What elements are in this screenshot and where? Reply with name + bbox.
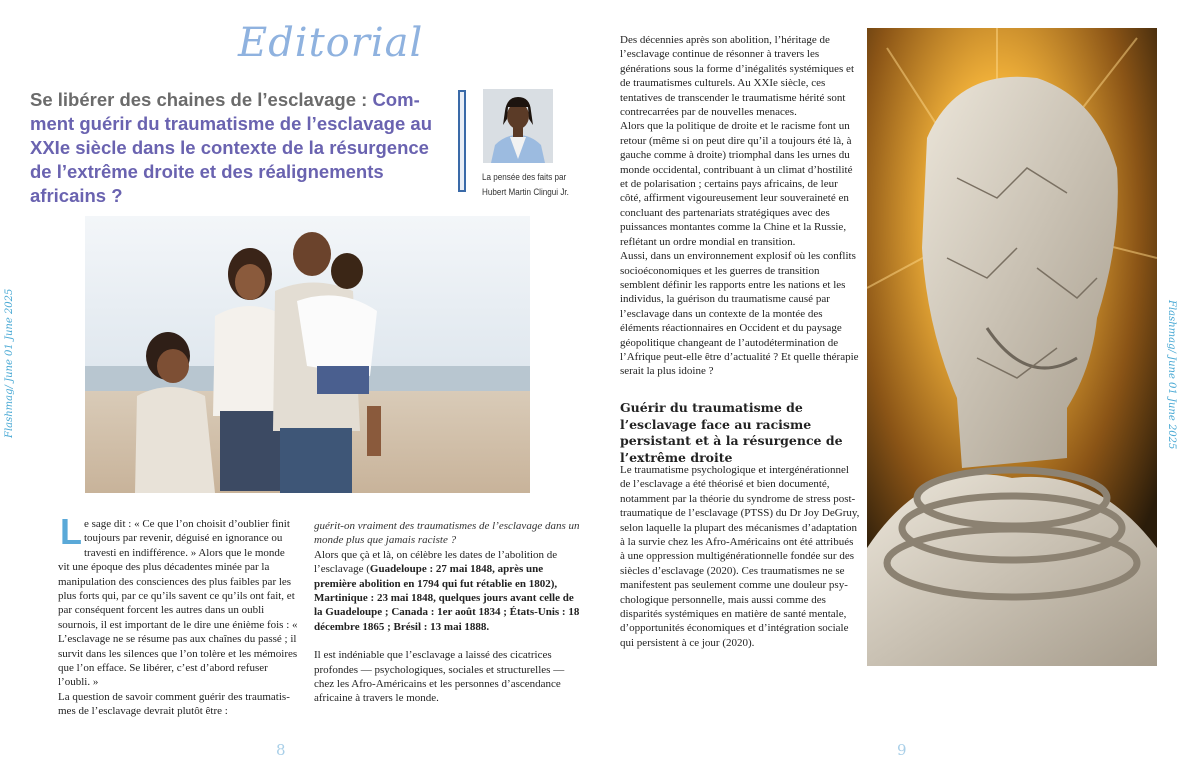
- chained-statue-image: [867, 28, 1157, 666]
- opening-paragraph: Le sage dit : « Ce que l’on choisit d’oublier finit toujours par revenir, déguisé en ignorance ou travesti en indifférence. » Alors que le monde vit une époque des plus décadentes minée par la manipulation des consciences des plus faibles par les plus forts qui, par ce qu’ils savent ce qu’ils ont fait, et par conséquent forcent les autres dans un oubli sournois, il est important de le dire une énième fois : « L’esclavage ne se résume pas aux chaînes du passé ; il survit dans les silences que l’on tolère et les mémoires que l’on efface. Se libérer, c’est d’abord refuser l’oubli. »: [58, 511, 298, 689]
- headline-accent: Comment guérir du traumatisme de l’esclavage au XXIe siècle dans le contexte de la résurgence de l’extrême droite et des réalignements africains ?: [30, 89, 433, 206]
- column-2: [314, 519, 580, 706]
- author-caption: La pensée des faits par Hubert Martin Clingui Jr.: [482, 172, 569, 197]
- author-photo: [483, 89, 553, 163]
- drop-cap: L: [60, 511, 82, 552]
- scars-paragraph: Il est indéniable que l’esclavage a laissé des cicatrices profondes — psychologiques, sociales et structurelles — chez les Afro-Américains et les personnes d’ascendance africaine à travers le monde.: [314, 649, 565, 705]
- heritage-paragraph: Des décennies après son abolition, l’héritage de l’esclavage continue de résonner à travers les générations sous la forme d’inégalités systémiques et de traumatismes culturels. Au XXIe siècle, ces tentatives de transcender le traumatisme hérité sont contrecarrées par de nouvelles menaces.: [620, 34, 854, 119]
- headline-lead: Se libérer des chaines de l’esclavage :: [30, 89, 373, 110]
- page-number-left: 8: [276, 741, 286, 759]
- question-paragraph: La question de savoir comment guérir des traumatismes de l’esclavage devrait plutôt être :: [58, 690, 290, 718]
- politics-paragraph: Alors que la politique de droite et le racisme font un retour (même si on peut dire qu’il a toujours été là, à gauche comme à droite) triomphal dans les urnes du monde occidental, contribuant à un climat d’hostilité et de polarisation ; certains pays africains, de leur côté, affirment vigoureusement leur souveraineté en concluant des partenariats stratégiques avec des puissances montantes comme la Chine et la Russie, reflétant un ordre mondial en transition.: [620, 120, 853, 248]
- healing-question-paragraph: Aussi, dans un environnement explosif où les conflits socioéconomiques et les guerres de transition semblent définir les rapports entre les nations et les individus, la guérison du traumatisme causé par l’esclavage dans un contexte de la montée des éléments réactionnaires en Occident et du paysage géopolitique changeant de l’autodétermination de l’Afrique peut-elle être d’actualité ? Et quelle thérapie serait la plus idoine ?: [620, 250, 859, 378]
- family-beach-photo: [85, 216, 530, 493]
- editorial-title: Editorial: [238, 20, 424, 66]
- side-caption-right: Flashmag/ June 01 June 2025: [1166, 300, 1177, 450]
- column-1: [58, 511, 298, 719]
- column-4: [620, 463, 860, 650]
- abolition-dates-paragraph: Alors que çà et là, on célèbre les dates de l’abolition de l’esclavage (Guadeloupe : 27 mai 1848, après une première abolition en 1794 qui fut rétablie en 1802), Martinique : 23 mai 1848, quelques jours avant celle de la Guadeloupe ; Canada : 1er août 1834 ; États-Unis : 18 décembre 1865 ; Brésil : 13 mai 1888.: [314, 548, 580, 633]
- column-3: [620, 33, 860, 379]
- ptss-paragraph: Le traumatisme psychologique et intergénérationnel de l’esclavage a été théorisé et bien documenté, notamment par la théorie du syndrome de stress post-traumatique de l’esclavage (PTSS) du Dr Joy DeGruy, selon laquelle la plupart des mécanismes d’adaptation à la survie chez les Afro-Américains ont été attribués à une oppression multigénérationnelle fondée sur des siècles d’esclavage (2020). Ces traumatismes ne se manifestent pas seulement comme une douleur psychologique personnelle, mais aussi comme des disparités systémiques en matière de santé mentale, d’opportunités économiques et d’intégration sociale qui persistent à ce jour (2020).: [620, 464, 860, 649]
- section-heading: Guérir du traumatisme de l’esclavage face au racisme persistant et à la résurgence de l’extrême droite: [620, 400, 843, 465]
- page-number-right: 9: [897, 741, 907, 759]
- author-accent-bar: [458, 90, 466, 192]
- article-headline: [30, 88, 440, 208]
- question-continuation: guérit-on vraiment des traumatismes de l’esclavage dans un monde plus que jamais raciste ?: [314, 520, 580, 547]
- side-caption-left: Flashmag/ June 01 June 2025: [4, 288, 15, 438]
